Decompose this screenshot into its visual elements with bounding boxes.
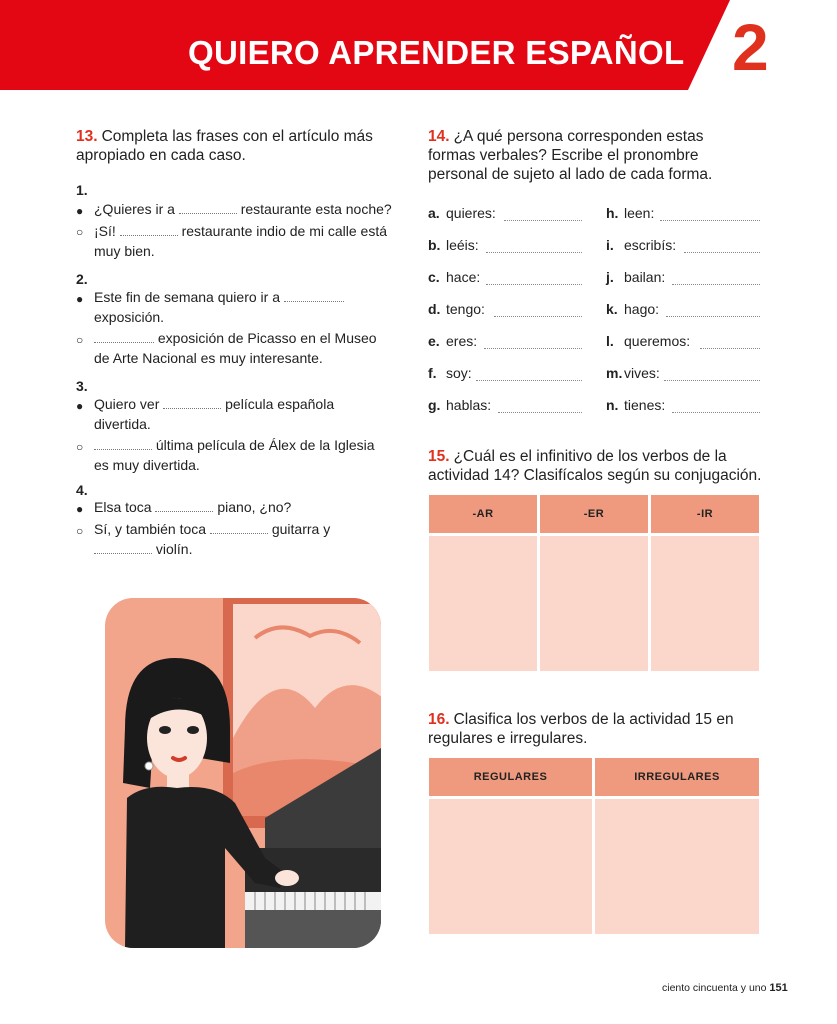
verb-item: m. vives:: [606, 365, 660, 381]
verb-item: c. hace:: [428, 269, 481, 285]
sentence-3b: última película de Álex de la Iglesia es muy divertida.: [94, 437, 375, 473]
column-header-er: -ER: [540, 495, 648, 533]
bullet-circle: ○: [76, 524, 84, 538]
column-cell-irregulares[interactable]: [595, 799, 759, 934]
verb-item: e. eres:: [428, 333, 478, 349]
fill-blank[interactable]: [284, 289, 344, 302]
column-cell-ar[interactable]: [429, 536, 537, 671]
sentence-3a: Quiero ver película española divertida.: [94, 396, 335, 432]
page-number-text: ciento cincuenta y uno: [662, 982, 767, 994]
fill-blank[interactable]: [120, 223, 178, 236]
bullet-dot: ●: [76, 502, 84, 516]
verb-item: h. leen:: [606, 205, 655, 221]
fill-blank[interactable]: [210, 521, 268, 534]
verb-item: a. quieres:: [428, 205, 496, 221]
sentence-4a: Elsa toca piano, ¿no?: [94, 499, 292, 515]
group-2-number: 2.: [76, 271, 88, 287]
unit-number: 2: [732, 10, 769, 84]
exercise-14-title: 14. ¿A qué persona corresponden estas formas verbales? Escribe el pronombre personal de sujeto al lado de cada forma.: [428, 128, 713, 183]
group-1-number: 1.: [76, 182, 88, 198]
answer-blank[interactable]: [700, 348, 760, 349]
fill-blank[interactable]: [94, 437, 152, 450]
bullet-dot: ●: [76, 204, 84, 218]
column-cell-regulares[interactable]: [429, 799, 592, 934]
answer-blank[interactable]: [664, 380, 760, 381]
answer-blank[interactable]: [672, 284, 760, 285]
verb-item: i. escribís:: [606, 237, 677, 253]
group-3-number: 3.: [76, 378, 88, 394]
bullet-circle: ○: [76, 440, 84, 454]
column-cell-er[interactable]: [540, 536, 648, 671]
answer-blank[interactable]: [476, 380, 582, 381]
column-header-ar: -AR: [429, 495, 537, 533]
exercise-13-number: 13.: [76, 128, 98, 145]
answer-blank[interactable]: [504, 220, 582, 221]
answer-blank[interactable]: [486, 252, 582, 253]
exercise-14-number: 14.: [428, 128, 450, 145]
page-number: 151: [769, 982, 788, 994]
regularity-table: [429, 758, 759, 934]
exercise-13-title: 13. Completa las frases con el artículo más apropiado en cada caso.: [76, 128, 373, 164]
verb-item: b. leéis:: [428, 237, 479, 253]
sentence-2b: exposición de Picasso en el Museo de Arte Nacional es muy interesante.: [94, 330, 377, 366]
column-header-ir: -IR: [651, 495, 759, 533]
bullet-dot: ●: [76, 399, 84, 413]
exercise-15-number: 15.: [428, 448, 450, 465]
sentence-4b: Sí, y también toca guitarra y violín.: [94, 521, 331, 557]
pianist-illustration: [105, 598, 381, 948]
verb-item: d. tengo:: [428, 301, 485, 317]
answer-blank[interactable]: [684, 252, 760, 253]
fill-blank[interactable]: [155, 499, 213, 512]
fill-blank[interactable]: [179, 201, 237, 214]
fill-blank[interactable]: [94, 541, 152, 554]
answer-blank[interactable]: [666, 316, 760, 317]
sentence-2a: Este fin de semana quiero ir a exposición.: [94, 288, 414, 327]
fill-blank[interactable]: [94, 330, 154, 343]
column-cell-ir[interactable]: [651, 536, 759, 671]
exercise-16-title: 16. Clasifica los verbos de la actividad 15 en regulares e irregulares.: [428, 711, 734, 747]
group-4-number: 4.: [76, 482, 88, 498]
answer-blank[interactable]: [498, 412, 582, 413]
column-header-regulares: REGULARES: [429, 758, 592, 796]
verb-item: l. queremos:: [606, 333, 691, 349]
column-header-irregulares: IRREGULARES: [595, 758, 759, 796]
sentence-1a: ¿Quieres ir a restaurante esta noche?: [94, 201, 392, 217]
verb-item: n. tienes:: [606, 397, 666, 413]
page-title: QUIERO APRENDER ESPAÑOL: [188, 34, 685, 71]
answer-blank[interactable]: [486, 284, 582, 285]
bullet-circle: ○: [76, 333, 84, 347]
bullet-circle: ○: [76, 225, 84, 239]
conjugation-table: [429, 495, 759, 671]
verb-item: k. hago:: [606, 301, 660, 317]
verb-item: f. soy:: [428, 365, 472, 381]
exercise-16-number: 16.: [428, 711, 450, 728]
answer-blank[interactable]: [494, 316, 582, 317]
sentence-1b: ¡Sí! restaurante indio de mi calle está muy bien.: [94, 223, 388, 259]
bullet-dot: ●: [76, 292, 84, 306]
answer-blank[interactable]: [672, 412, 760, 413]
exercise-15-title: 15. ¿Cuál es el infinitivo de los verbos de la actividad 14? Clasifícalos según su conjugación.: [428, 448, 762, 484]
answer-blank[interactable]: [484, 348, 582, 349]
answer-blank[interactable]: [660, 220, 760, 221]
verb-item: j. bailan:: [606, 269, 666, 285]
verb-item: g. hablas:: [428, 397, 492, 413]
fill-blank[interactable]: [163, 396, 221, 409]
page-footer: [662, 982, 788, 994]
